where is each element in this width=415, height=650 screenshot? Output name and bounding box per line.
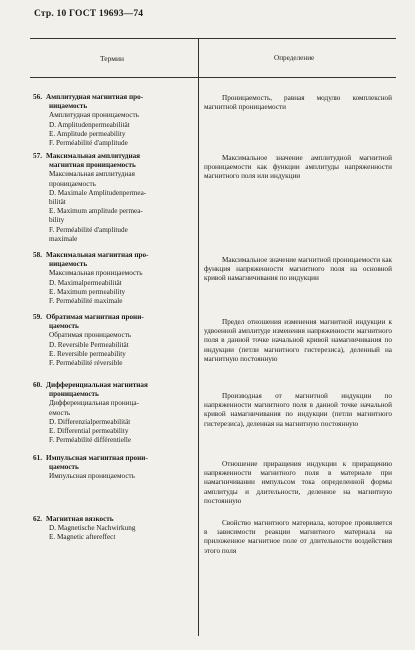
page-header: Стр. 10 ГОСТ 19693—74 bbox=[34, 9, 144, 19]
term-number: 56. bbox=[33, 93, 42, 101]
term-title bbox=[33, 251, 193, 260]
term-variant-line: maximale bbox=[49, 234, 78, 243]
term-definition bbox=[204, 318, 392, 364]
term-entry bbox=[33, 381, 193, 445]
term-variant-line: Амплитудная проницаемость bbox=[49, 111, 139, 120]
term-number: 57. bbox=[33, 152, 42, 160]
term-variant-line: F. Perméabilité d'amplitude bbox=[49, 139, 128, 148]
term-title bbox=[33, 515, 193, 524]
term-variant-line: Максимальная проницаемость bbox=[49, 269, 143, 278]
term-variant-line: Дифференциальная проница- bbox=[49, 399, 139, 408]
term-variant-line: D. Magnetische Nachwirkung bbox=[49, 524, 136, 533]
term-variant-line: F. Perméabilité réversible bbox=[49, 359, 123, 368]
term-variant-line: D. Maximalpermeabilität bbox=[49, 278, 122, 287]
term-definition bbox=[204, 460, 392, 506]
term-variant-line: D. Reversible Permeabilität bbox=[49, 340, 129, 349]
term-number: 58. bbox=[33, 251, 42, 259]
term-entry bbox=[33, 251, 193, 306]
term-title-text: Максимальная магнитная про- bbox=[46, 251, 149, 259]
term-entry bbox=[33, 454, 193, 482]
definition-text: Предел отношения изменения магнитной индукции к удвоенной амплитуде изменения напряженности магнитного поля в данной точке начальной кривой намагничивания по индукции (петли магнитного гистерезиса), деленный на магнитную постоянную bbox=[204, 318, 392, 363]
term-variant-line: E. Maximum permeability bbox=[49, 287, 126, 296]
term-variant-line: D. Amplitudenpermeabilität bbox=[49, 120, 130, 129]
term-title-text: цаемость bbox=[49, 322, 79, 331]
term-variant-line: F. Perméabilité d'amplitude bbox=[49, 225, 128, 234]
definition-text: Отношение приращения индукции к приращению напряженности магнитного поля в материале при намагничивании импульсом тока определенной формы амплитуды и длительности, деленное на магнитную постоянную bbox=[204, 460, 392, 505]
term-variant-line: D. Maximale Amplitudenpermea- bbox=[49, 188, 147, 197]
term-title-text: магнитная проницаемость bbox=[49, 161, 136, 170]
term-definition bbox=[204, 256, 392, 284]
term-title-text: проницаемость bbox=[49, 390, 99, 399]
term-variant-line: емость bbox=[49, 408, 71, 417]
definition-text: Максимальное значение магнитной проницаемости как функция напряженности магнитного поля на основной кривой намагничивания по индукции bbox=[204, 256, 393, 283]
definition-text: Свойство магнитного материала, которое проявляется в зависимости реакции магнитного материала на приложенное магнитное поле от длительности воздействия этого поля bbox=[204, 519, 392, 555]
term-title-text: ницаемость bbox=[49, 260, 88, 269]
term-title-text: Амплитудная магнитная про- bbox=[46, 93, 144, 101]
term-title bbox=[33, 381, 193, 390]
term-definition bbox=[204, 392, 392, 429]
term-entry bbox=[33, 152, 193, 244]
term-variant-line: проницаемость bbox=[49, 179, 96, 188]
term-variant-line: Максимальная амплитудная bbox=[49, 170, 135, 179]
term-entry bbox=[33, 515, 193, 543]
term-variant-line: E. Reversible permeability bbox=[49, 349, 126, 358]
term-title bbox=[33, 93, 193, 102]
table-header bbox=[30, 38, 396, 78]
term-variant-line: Импульсная проницаемость bbox=[49, 472, 135, 481]
term-variant-line: bility bbox=[49, 216, 65, 225]
term-variant-line: F. Perméabilité maximale bbox=[49, 297, 123, 306]
term-title-text: Импульсная магнитная прони- bbox=[46, 454, 148, 462]
term-title-text: Максимальная амплитудная bbox=[46, 152, 141, 160]
term-variant-line: E. Magnetic aftereffect bbox=[49, 533, 116, 542]
term-variant-line: Обратимая проницаемость bbox=[49, 331, 132, 340]
column-divider-body bbox=[198, 76, 199, 636]
term-variant-line: E. Amplitude permeability bbox=[49, 129, 126, 138]
term-title bbox=[33, 454, 193, 463]
term-number: 62. bbox=[33, 515, 42, 523]
term-variant-line: F. Perméabilité différentielle bbox=[49, 436, 132, 445]
term-variant-line: E. Differential permeability bbox=[49, 427, 129, 436]
term-entry bbox=[33, 313, 193, 368]
term-definition bbox=[204, 94, 392, 112]
definition-text: Производная от магнитной индукции по напряженности магнитного поля в данной точке начальной кривой намагничивания по индукции (петли магнитного гистерезиса), деленная на магнитную постоянную bbox=[204, 392, 392, 428]
term-number: 60. bbox=[33, 381, 42, 389]
term-title-text: Магнитная вязкость bbox=[46, 515, 114, 523]
term-title-text: Обратимая магнитная прони- bbox=[46, 313, 144, 321]
term-entry bbox=[33, 93, 193, 148]
column-term-header: Термин bbox=[100, 54, 125, 63]
term-variant-line: bilität bbox=[49, 198, 66, 207]
term-number: 61. bbox=[33, 454, 42, 462]
definition-text: Максимальное значение амплитудной магнитной проницаемости как функции амплитуды напряженности магнитного поля или индукции bbox=[204, 154, 392, 181]
term-definition bbox=[204, 519, 392, 556]
definition-text: Проницаемость, равная модулю комплексной магнитной проницаемости bbox=[204, 94, 392, 112]
term-title-text: цаемость bbox=[49, 463, 79, 472]
term-variant-line: E. Maximum amplitude permea- bbox=[49, 207, 143, 216]
term-title bbox=[33, 313, 193, 322]
term-title-text: Дифференциальная магнитная bbox=[46, 381, 148, 389]
column-divider bbox=[198, 39, 199, 77]
term-title bbox=[33, 152, 193, 161]
term-variant-line: D. Differenzialpermeabilität bbox=[49, 417, 131, 426]
term-number: 59. bbox=[33, 313, 42, 321]
term-title-text: ницаемость bbox=[49, 102, 88, 111]
term-definition bbox=[204, 154, 392, 182]
column-definition-header: Определение bbox=[274, 54, 315, 62]
